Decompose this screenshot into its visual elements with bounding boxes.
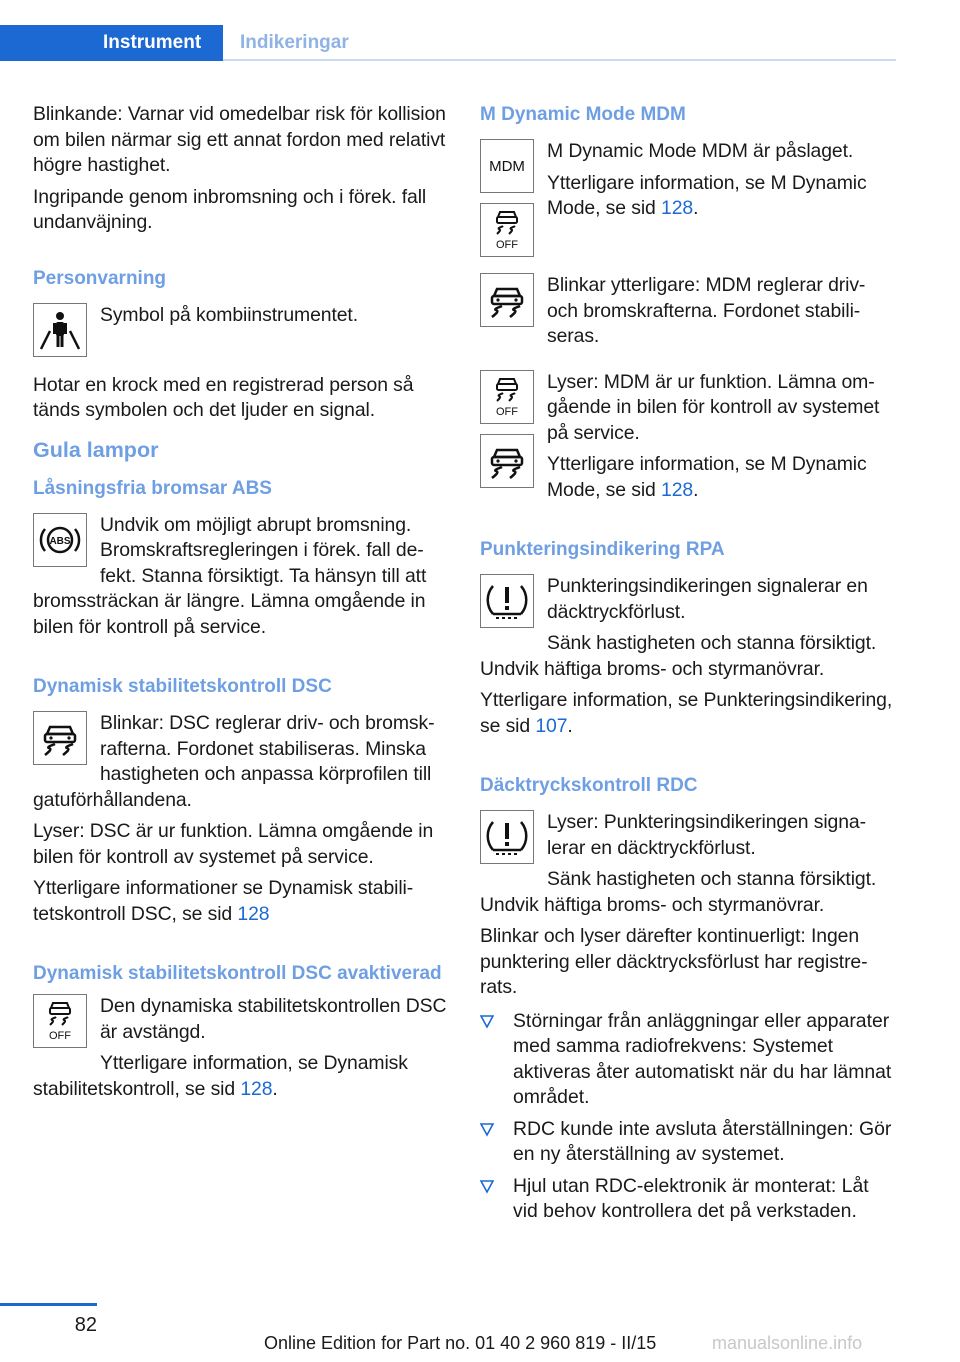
abs-icon-label: ABS — [49, 535, 71, 547]
page-link[interactable]: 128 — [240, 1077, 273, 1100]
paragraph: Blinkar ytterligare: MDM reglerar driv- och bromskrafterna. Fordonet stabiliseras. — [547, 274, 866, 347]
dsc-car-icon — [480, 434, 534, 488]
paragraph: Ytterligare information, se M Dynamic Mode, se sid 128. — [547, 453, 867, 501]
mdm-icon — [480, 139, 534, 193]
mdm-icon-label: MDM — [489, 158, 525, 175]
dsc-off-icon — [33, 994, 87, 1048]
tab-indikeringar[interactable]: Indikeringar — [240, 32, 349, 53]
triangle-bullet-icon — [480, 1015, 494, 1029]
tab-instrument[interactable]: Instrument — [0, 25, 223, 61]
heading-dsc: Dynamisk stabilitetskontroll DSC — [33, 676, 332, 697]
paragraph: Hotar en krock med en registrerad person så tänds symbolen och det ljuder en signal. — [33, 373, 414, 421]
list-item: Störningar från anläggningar eller apparater med samma radiofrekvens: Systemet aktiveras åter automatiskt när du har lämnat området. — [480, 1009, 896, 1111]
paragraph: Blinkande: Varnar vid omedelbar risk för kollision om bilen närmar sig ett annat fordon med relativt högre hastighet. — [33, 103, 446, 176]
list-item: Hjul utan RDC-elektronik är monterat: Låt vid behov kontrollera det på verkstaden. — [480, 1174, 896, 1225]
dsc-off-icon — [480, 203, 534, 257]
tire-pressure-warning-icon — [480, 810, 534, 864]
page-link[interactable]: 128 — [237, 902, 270, 925]
tire-pressure-warning-icon — [480, 574, 534, 628]
pedestrian-warning-icon — [33, 303, 87, 357]
paragraph: Sänk hastigheten och stanna försiktigt. Undvik häftiga broms- och styrmanövrar. — [480, 868, 877, 916]
dsc-car-icon — [33, 711, 87, 765]
heading-personvarning: Personvarning — [33, 267, 167, 289]
heading-rdc: Däcktryckskontroll RDC — [480, 775, 698, 796]
paragraph: Sänk hastigheten och stanna försiktigt. Undvik häftiga broms- och styrmanövrar. — [480, 632, 877, 680]
paragraph: Lyser: Punkteringsindikeringen signalerar en däcktryckförlust. — [547, 811, 867, 859]
heading-gula-lampor: Gula lampor — [33, 437, 159, 462]
heading-rpa: Punkteringsindikering RPA — [480, 539, 725, 560]
header-divider — [223, 59, 896, 61]
paragraph: Blinkar: DSC reglerar driv- och bromskrafterna. Fordonet stabiliseras. Minska hastigheten och anpassa körprofilen till gatuförhållandena. — [33, 712, 435, 811]
paragraph: Ingripande genom inbromsning och i förek. fall undanväjning. — [33, 185, 427, 233]
off-icon-label: OFF — [49, 1030, 71, 1042]
paragraph: Ytterligare information, se Punkteringsindikering, se sid 107. — [480, 689, 893, 737]
mdm-icon-stack — [480, 139, 534, 257]
left-column — [33, 102, 449, 1108]
paragraph: Ytterligare informationer se Dynamisk stabilitetskontroll DSC, se sid 128 — [33, 877, 414, 925]
dsc-off-icon — [480, 370, 534, 424]
off-icon-label: OFF — [496, 239, 518, 251]
right-column — [480, 102, 896, 1231]
off-icon-label: OFF — [496, 405, 518, 418]
watermark: manualsonline.info — [712, 1333, 863, 1353]
paragraph: Symbol på kombiinstrumentet. — [100, 303, 359, 326]
footer-accent-bar — [0, 1303, 97, 1306]
page-link[interactable]: 128 — [661, 478, 694, 501]
paragraph: Blinkar och lyser därefter kontinuerligt: Ingen punktering eller däcktrycksförlust har registrerats. — [480, 925, 868, 998]
triangle-bullet-icon — [480, 1123, 494, 1137]
page-link[interactable]: 128 — [661, 197, 694, 219]
paragraph: M Dynamic Mode MDM är påslaget. — [547, 140, 854, 162]
page-link[interactable]: 107 — [535, 714, 568, 737]
paragraph: Den dynamiska stabilitetskontrollen DSC är avstängd. — [100, 995, 447, 1043]
paragraph: Undvik om möjligt abrupt bromsning. Bromskraftsregleringen i förek. fall defekt. Stanna försiktigt. Ta hänsyn till att bromssträckan är längre. Lämna omgående in bilen för kontroll på service. — [33, 513, 427, 638]
abs-icon — [33, 513, 87, 567]
paragraph: Ytterligare information, se Dynamisk stabilitetskontroll, se sid 128. — [33, 1052, 408, 1100]
triangle-bullet-icon — [480, 1180, 494, 1194]
footer-edition: Online Edition for Part no. 01 40 2 960 819 - II/15 — [264, 1333, 657, 1353]
heading-mdm: M Dynamic Mode MDM — [480, 104, 686, 125]
bullet-list — [480, 1009, 896, 1225]
paragraph: Ytterligare information, se M Dynamic Mode, se sid 128. — [547, 171, 867, 219]
dsc-car-icon — [480, 273, 534, 327]
paragraph: Lyser: DSC är ur funktion. Lämna omgående in bilen för kontroll av systemet på service. — [33, 820, 434, 868]
mdm-off-icon-stack — [480, 370, 534, 488]
paragraph: Punkteringsindikeringen signalerar en däcktryckförlust. — [547, 575, 868, 623]
list-item: RDC kunde inte avsluta återställningen: Gör en ny återställning av systemet. — [480, 1117, 896, 1168]
paragraph: Lyser: MDM är ur funktion. Lämna omgående in bilen för kontroll av systemet på service. — [547, 370, 880, 444]
heading-dsc-off: Dynamisk stabilitetskontroll DSC avaktiverad — [33, 963, 442, 984]
heading-abs: Låsningsfria bromsar ABS — [33, 477, 272, 499]
page-number: 82 — [74, 1314, 97, 1336]
